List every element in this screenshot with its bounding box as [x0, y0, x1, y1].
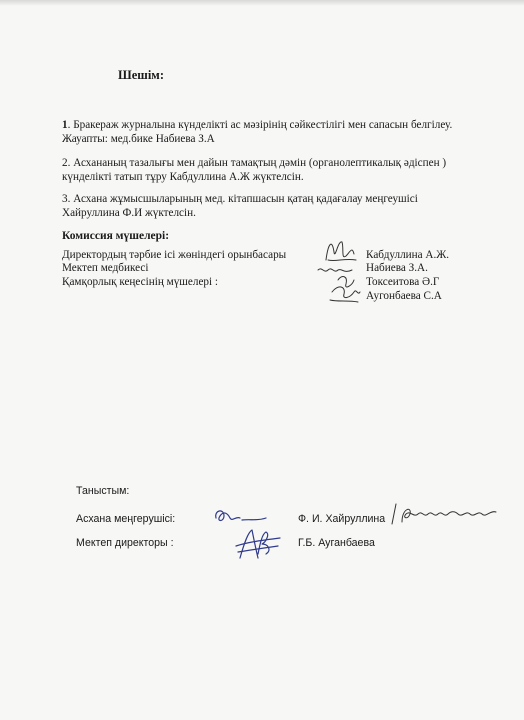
commission-signatures-image	[308, 230, 368, 310]
decision-item-3	[62, 192, 472, 220]
decision-item-number: 3	[62, 193, 68, 205]
decision-heading: Шешім:	[118, 68, 164, 82]
scan-edge	[0, 0, 524, 6]
decision-item-2	[62, 156, 472, 184]
commission-name-3: Токсеитова Ә.Г	[366, 276, 440, 288]
decision-item-text: . Бракераж журналына күнделікті ас мәзірінің сәйкестілігі мен сапасын белгілеу. Жауапты: мед.бике Набиева З.А	[62, 119, 453, 145]
decision-item-number: 1	[62, 119, 68, 131]
commission-name-4: Аугонбаева С.А	[366, 290, 442, 302]
acknowledgement-title: Таныстым:	[76, 485, 130, 497]
director-signature-image	[232, 524, 284, 564]
canteen-head-label: Асхана меңгерушісі:	[76, 513, 176, 525]
decision-item-number: 2	[62, 157, 68, 169]
commission-role-board: Қамқорлық кеңесінің мүшелері :	[62, 276, 219, 288]
commission-role-deputy: Директордың тәрбие ісі жөніндегі орынбасары	[62, 249, 287, 261]
commission-title: Комиссия мүшелері:	[62, 230, 170, 242]
director-name: Г.Б. Ауганбаева	[298, 537, 375, 549]
canteen-head-handwritten-name-image	[388, 500, 506, 528]
commission-role-nurse: Мектеп медбикесі	[62, 262, 149, 274]
commission-name-1: Кабдуллина А.Ж.	[366, 249, 450, 261]
decision-item-1	[62, 118, 472, 146]
director-label: Мектеп директоры :	[76, 537, 174, 549]
decision-item-text: . Асхананың тазалығы мен дайын тамақтың дәмін (органолептикалық әдіспен ) күнделікті татып тұру Кабдуллина А.Ж жүктелсін.	[62, 157, 447, 183]
canteen-head-name: Ф. И. Хайруллина	[298, 513, 386, 525]
decision-item-text: . Асхана жұмысшыларының мед. кітапшасын қатаң қадағалау меңгеушісі Хайруллина Ф.И жүктелсін.	[62, 193, 418, 219]
commission-name-2: Набиева З.А.	[366, 262, 428, 274]
